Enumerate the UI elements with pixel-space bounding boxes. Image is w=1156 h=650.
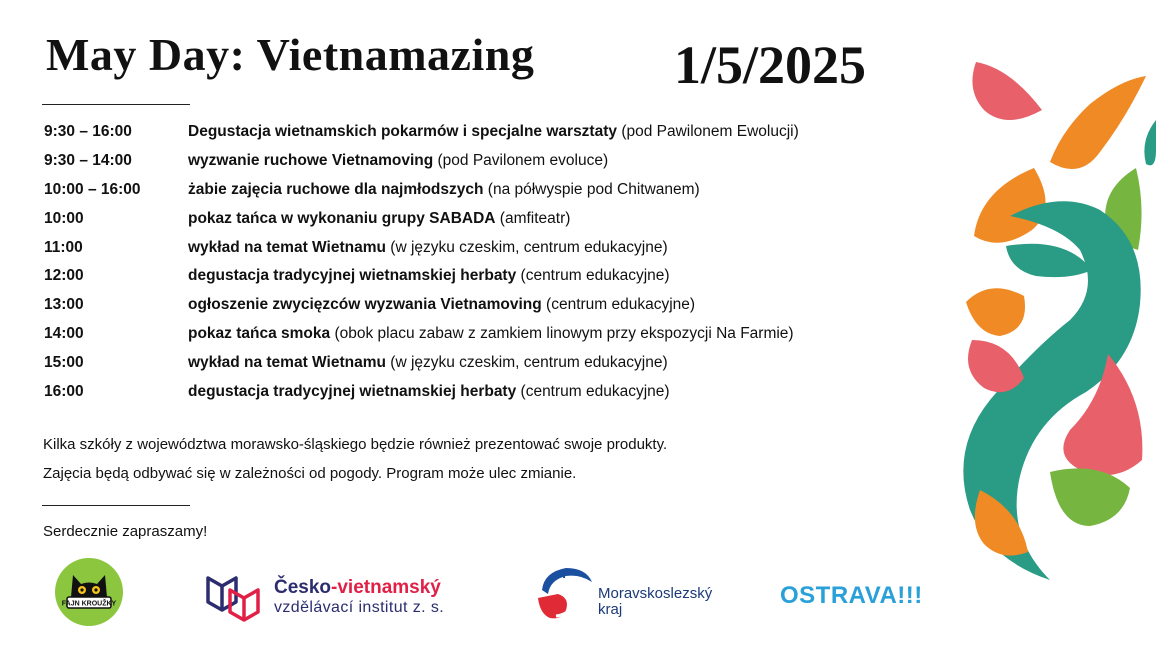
schedule-activity: degustacja tradycyjnej wietnamskiej herbaty: [188, 382, 517, 400]
schedule-time: 14:00: [44, 324, 84, 342]
event-title: May Day: Vietnamazing: [46, 29, 535, 80]
schedule-activity: pokaz tańca w wykonaniu grupy SABADA: [188, 209, 496, 227]
schedule-activity: wykład na temat Wietnamu: [188, 353, 386, 371]
schedule-activity: pokaz tańca smoka: [188, 324, 331, 342]
schedule-place: (pod Pavilonem evoluce): [437, 152, 609, 170]
region-emblem-icon: [536, 564, 596, 622]
ostrava-logo: OSTRAVA!!!: [780, 582, 923, 609]
schedule-place: (w języku czeskim, centrum edukacyjne): [390, 353, 668, 371]
moravskoslezsky-kraj-logo: [536, 564, 736, 622]
schedule-row: [44, 204, 924, 233]
schedule-row: [44, 118, 924, 147]
fajn-krouzky-logo: [54, 557, 124, 627]
schedule-time: 12:00: [44, 267, 84, 285]
schedule-row: [44, 176, 924, 205]
schedule-time: 11:00: [44, 238, 83, 256]
schedule-place: (na półwyspie pod Chitwanem): [487, 180, 700, 198]
schedule-activity: żabie zajęcia ruchowe dla najmłodszych: [188, 180, 484, 198]
msk-name-line1: Moravskoslezský: [598, 585, 713, 602]
msk-name-line2: kraj: [598, 601, 623, 618]
schedule-place: (pod Pawilonem Ewolucji): [621, 123, 799, 141]
schedule-time: 13:00: [44, 296, 84, 314]
info-weather: Zajęcia będą odbywać się w zależności od pogody. Program może ulec zmianie.: [43, 465, 577, 482]
schedule-activity: ogłoszenie zwycięzców wyzwania Vietnamoving: [188, 296, 542, 314]
event-date: 1/5/2025: [674, 35, 867, 95]
schedule-place: (centrum edukacyjne): [520, 382, 670, 400]
schedule-row: [44, 291, 924, 320]
schedule-activity: wyzwanie ruchowe Vietnamoving: [188, 152, 434, 170]
decorative-leaves: [950, 40, 1156, 600]
schedule-time: 9:30 – 14:00: [44, 152, 132, 170]
cvvi-logo: [204, 572, 454, 622]
divider-bottom: [42, 505, 190, 506]
schedule-activity: degustacja tradycyjnej wietnamskiej herbaty: [188, 267, 517, 285]
schedule-row: [44, 233, 924, 262]
schedule-activity: wykład na temat Wietnamu: [188, 238, 386, 256]
schedule-time: 16:00: [44, 382, 84, 400]
schedule-list: [44, 118, 924, 406]
schedule-row: [44, 377, 924, 406]
schedule-place: (centrum edukacyjne): [546, 296, 696, 314]
cvvi-subtitle: vzdělávací institut z. s.: [274, 599, 445, 616]
info-schools: Kilka szkóły z województwa morawsko-śląskiego będzie również prezentować swoje produkty.: [43, 436, 668, 453]
schedule-time: 9:30 – 16:00: [44, 123, 132, 141]
schedule-time: 15:00: [44, 353, 84, 371]
schedule-row: [44, 147, 924, 176]
schedule-place: (amfiteatr): [499, 209, 571, 227]
cvvi-name-part2: vietnamský: [337, 577, 441, 598]
invitation-text: Serdecznie zapraszamy!: [43, 523, 208, 540]
schedule-place: (centrum edukacyjne): [520, 267, 670, 285]
schedule-row: [44, 262, 924, 291]
schedule-row: [44, 348, 924, 377]
cvvi-name-part1: Česko: [274, 577, 332, 598]
schedule-row: [44, 320, 924, 349]
cvvi-name-sep: -: [331, 577, 338, 598]
book-icon: [204, 572, 268, 622]
schedule-time: 10:00 – 16:00: [44, 180, 141, 198]
divider-top: [42, 104, 190, 105]
schedule-activity: Degustacja wietnamskich pokarmów i specjalne warsztaty: [188, 123, 617, 141]
schedule-time: 10:00: [44, 209, 84, 227]
schedule-place: (w języku czeskim, centrum edukacyjne): [390, 238, 668, 256]
schedule-place: (obok placu zabaw z zamkiem linowym przy ekspozycji Na Farmie): [334, 324, 794, 342]
fajn-logo-text: FAJN KROUŽKY: [61, 600, 117, 608]
